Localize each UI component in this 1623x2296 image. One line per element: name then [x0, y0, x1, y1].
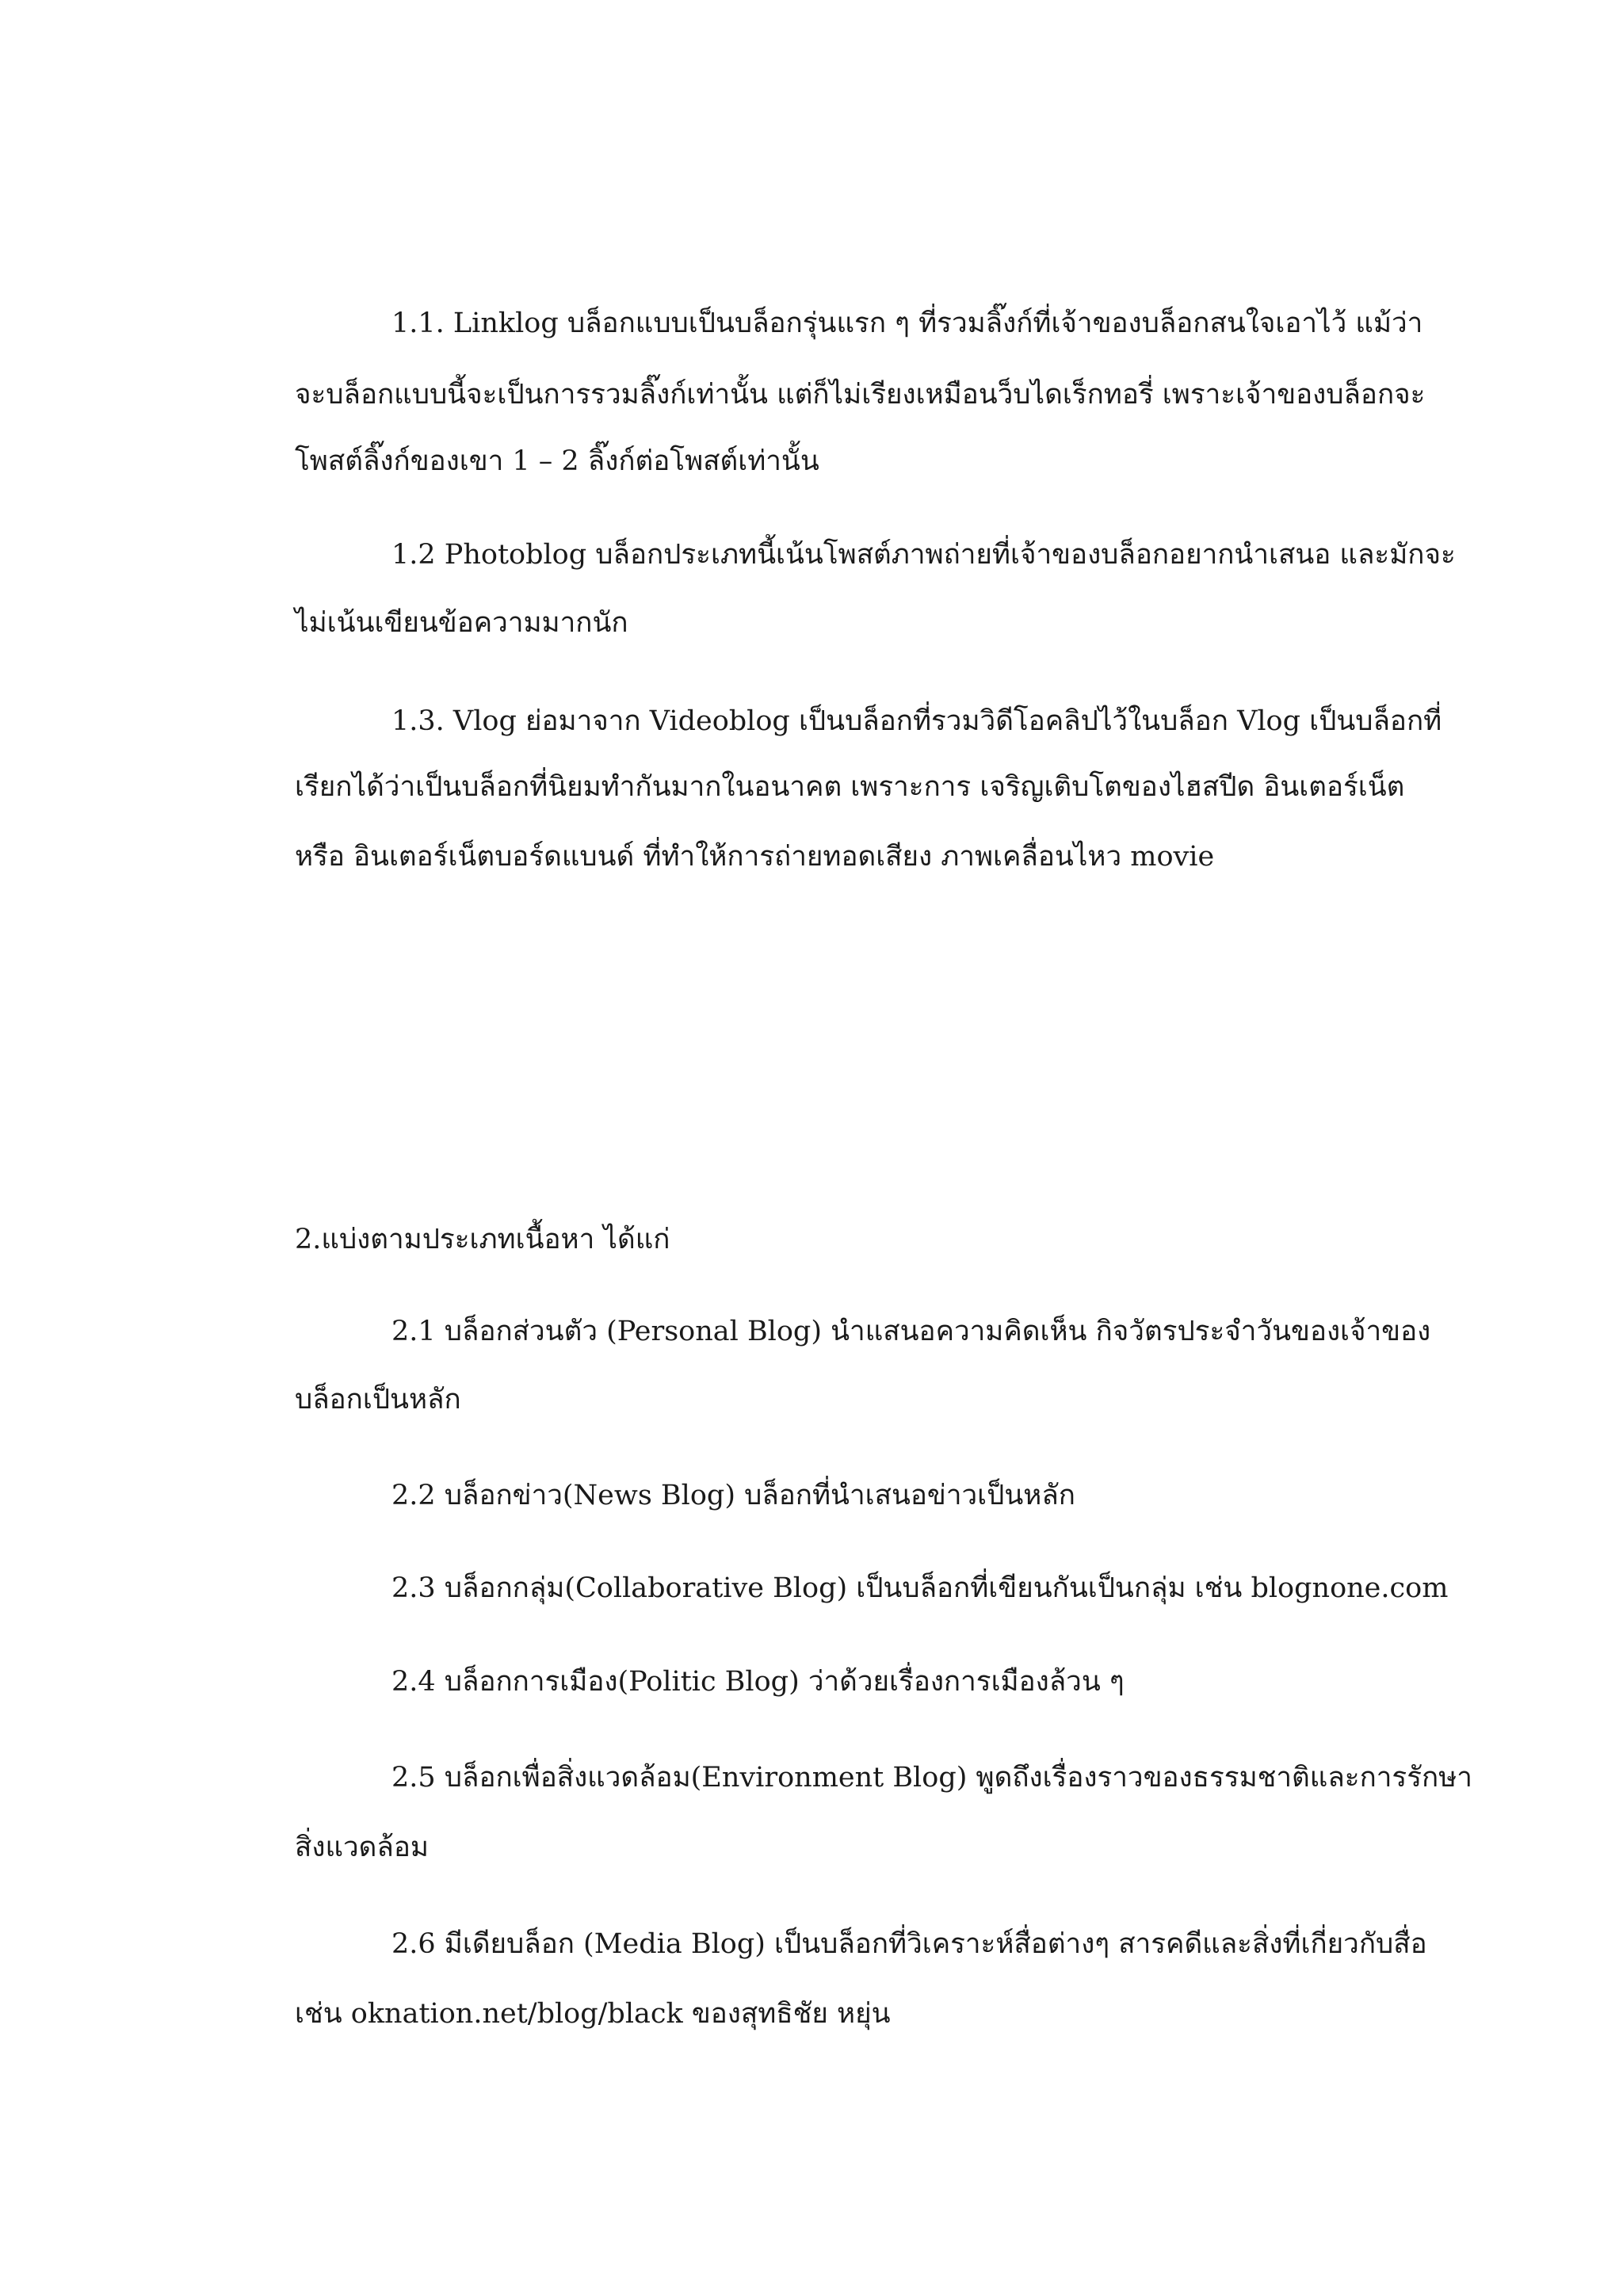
item-2-5-line-2: สิ่งแวดล้อม	[295, 1832, 429, 1863]
item-1-2-line-1: 1.2 Photoblog บล็อกประเภทนี้เน้นโพสต์ภาพถ่ายที่เจ้าของบล็อกอยากนำเสนอ และมักจะ	[391, 539, 1456, 571]
item-1-1-line-1: 1.1. Linklog บล็อกแบบเป็นบล็อกรุ่นแรก ๆ ที่รวมลิ๊งก์ที่เจ้าของบล็อกสนใจเอาไว้ แม้ว่า	[391, 308, 1423, 339]
item-2-6-line-1: 2.6 มีเดียบล็อก (Media Blog) เป็นบล็อกที่วิเคราะห์สื่อต่างๆ สารคดีและสิ่งที่เกี่ยวกับสื่อ	[391, 1928, 1427, 1960]
item-1-3-line-1: 1.3. Vlog ย่อมาจาก Videoblog เป็นบล็อกที่รวมวิดีโอคลิปไว้ในบล็อก Vlog เป็นบล็อกที่	[391, 705, 1442, 737]
item-1-3-line-3: หรือ อินเตอร์เน็ตบอร์ดแบนด์ ที่ทำให้การถ่ายทอดเสียง ภาพเคลื่อนไหว movie	[295, 841, 1215, 873]
item-2-6-line-2: เช่น oknation.net/blog/black ของสุทธิชัย หยุ่น	[295, 1998, 891, 2030]
item-1-2-line-2: ไม่เน้นเขียนข้อความมากนัก	[295, 607, 628, 639]
section-2-heading: 2.แบ่งตามประเภทเนื้อหา ได้แก่	[295, 1224, 670, 1255]
item-2-4: 2.4 บล็อกการเมือง(Politic Blog) ว่าด้วยเรื่องการเมืองล้วน ๆ	[391, 1666, 1125, 1698]
item-2-5-line-1: 2.5 บล็อกเพื่อสิ่งแวดล้อม(Environment Blog) พูดถึงเรื่องราวของธรรมชาติและการรักษา	[391, 1762, 1472, 1794]
item-2-3: 2.3 บล็อกกลุ่ม(Collaborative Blog) เป็นบล็อกที่เขียนกันเป็นกลุ่ม เช่น blognone.com	[391, 1572, 1449, 1604]
item-1-3-line-2: เรียกได้ว่าเป็นบล็อกที่นิยมทำกันมากในอนาคต เพราะการ เจริญเติบโตของไฮสปีด อินเตอร์เน็ต	[295, 771, 1405, 803]
item-2-1-line-1: 2.1 บล็อกส่วนตัว (Personal Blog) นำแสนอความคิดเห็น กิจวัตรประจำวันของเจ้าของ	[391, 1316, 1431, 1347]
item-1-1-line-2: จะบล็อกแบบนี้จะเป็นการรวมลิ๊งก์เท่านั้น แต่ก็ไม่เรียงเหมือนว็บไดเร็กทอรี่ เพราะเจ้าของบล็อกจะ	[295, 379, 1426, 411]
item-1-1-line-3: โพสต์ลิ๊งก์ของเขา 1 – 2 ลิ๊งก์ต่อโพสต์เท่านั้น	[295, 445, 819, 477]
item-2-1-line-2: บล็อกเป็นหลัก	[295, 1384, 461, 1415]
item-2-2: 2.2 บล็อกข่าว(News Blog) บล็อกที่นำเสนอข่าวเป็นหลัก	[391, 1480, 1075, 1511]
